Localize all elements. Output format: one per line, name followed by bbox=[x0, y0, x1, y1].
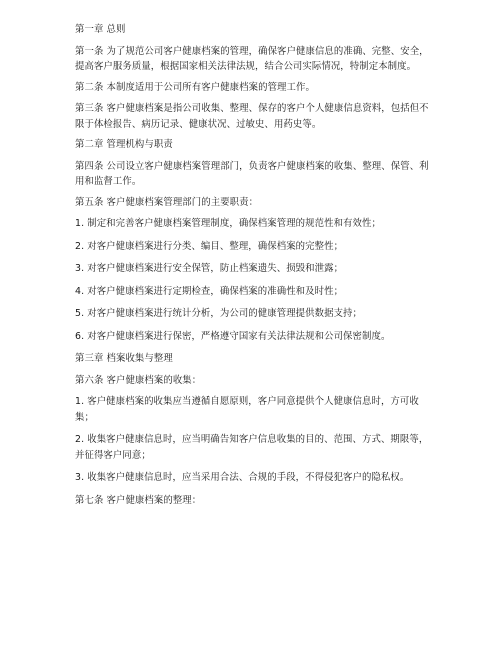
article-paragraph: 第一条 为了规范公司客户健康档案的管理，确保客户健康信息的准确、完整、安全，提高客户服务质量，根据国家相关法律法规，结合公司实际情况，特制定本制度。 bbox=[75, 45, 429, 72]
list-item: 1. 客户健康档案的收集应当遵循自愿原则，客户同意提供个人健康信息时，方可收集； bbox=[75, 396, 419, 423]
document-body bbox=[75, 22, 435, 514]
list-item: 3. 收集客户健康信息时，应当采用合法、合规的手段，不得侵犯客户的隐私权。 bbox=[75, 472, 410, 483]
chapter-heading: 第三章 档案收集与整理 bbox=[75, 353, 173, 364]
list-item: 1. 制定和完善客户健康档案管理制度，确保档案管理的规范性和有效性； bbox=[75, 218, 381, 229]
list-item: 6. 对客户健康档案进行保密，严格遵守国家有关法律法规和公司保密制度。 bbox=[75, 330, 391, 342]
article-paragraph: 第六条 客户健康档案的收集： bbox=[75, 374, 202, 386]
list-item: 5. 对客户健康档案进行统计分析，为公司的健康管理提供数据支持； bbox=[75, 308, 363, 319]
article-paragraph: 第五条 客户健康档案管理部门的主要职责： bbox=[75, 196, 259, 208]
list-item: 3. 对客户健康档案进行安全保管，防止档案遗失、损毁和泄露； bbox=[75, 263, 344, 274]
article-paragraph: 第七条 客户健康档案的整理： bbox=[75, 494, 202, 506]
list-item: 4. 对客户健康档案进行定期检查，确保档案的准确性和及时性； bbox=[75, 285, 344, 297]
list-item: 2. 收集客户健康信息时，应当明确告知客户信息收集的目的、范围、方式、期限等，并征得客户同意； bbox=[75, 434, 429, 461]
chapter-heading: 第一章 总则 bbox=[75, 24, 126, 35]
article-paragraph: 第四条 公司设立客户健康档案管理部门，负责客户健康档案的收集、整理、保管、利用和监督工作。 bbox=[75, 160, 429, 187]
list-item: 2. 对客户健康档案进行分类、编目、整理，确保档案的完整性； bbox=[75, 240, 344, 252]
article-paragraph: 第二条 本制度适用于公司所有客户健康档案的管理工作。 bbox=[75, 81, 315, 93]
chapter-heading: 第二章 管理机构与职责 bbox=[75, 139, 173, 150]
article-paragraph: 第三条 客户健康档案是指公司收集、整理、保存的客户个人健康信息资料，包括但不限于体检报告、病历记录、健康状况、过敏史、用药史等。 bbox=[75, 103, 429, 130]
